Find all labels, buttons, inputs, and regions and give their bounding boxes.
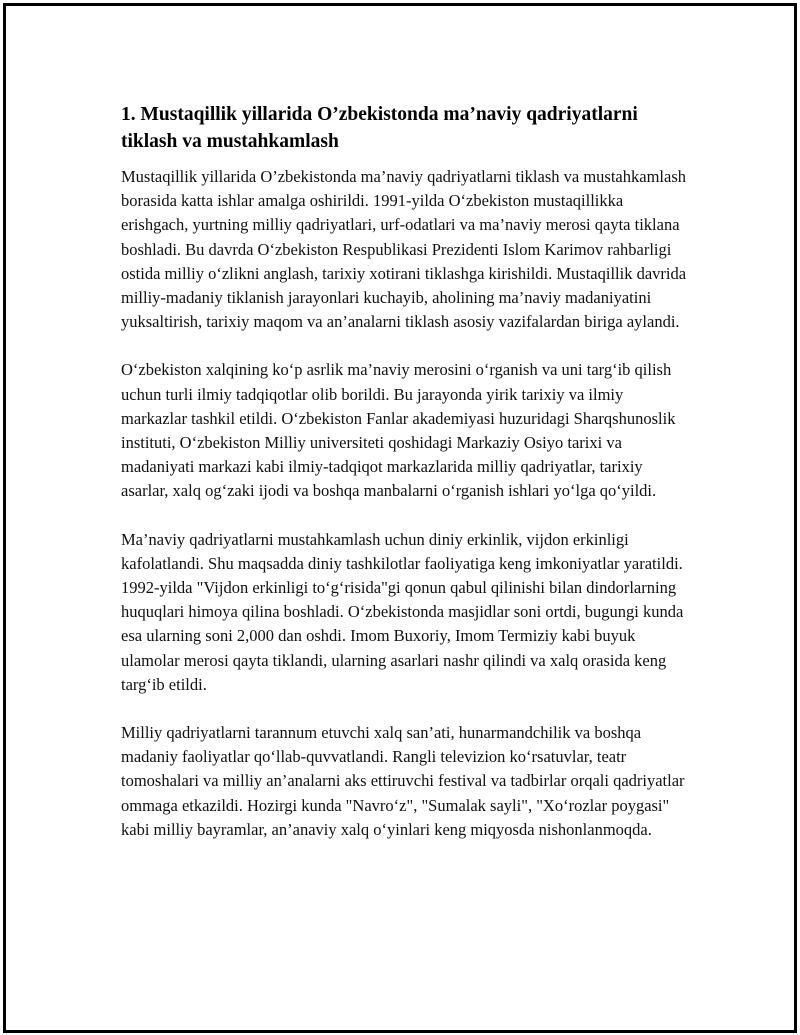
- paragraph-3: Ma’naviy qadriyatlarni mustahkamlash uchun diniy erkinlik, vijdon erkinligi kafolatlandi. Shu maqsadda diniy tashkilotlar faoliyatiga keng imkoniyatlar yaratildi. 1992-yilda "Vijdon erkinligi to‘g‘risida"gi qonun qabul qilinishi bilan dindorlarning huquqlari himoya qilina boshladi. O‘zbekistonda masjidlar soni ortdi, bugungi kunda esa ularning soni 2,000 dan oshdi. Imom Buxoriy, Imom Termiziy kabi buyuk ulamolar merosi qayta tiklandi, ularning asarlari nashr qilindi va xalq orasida keng targ‘ib etildi.: [121, 529, 684, 694]
- paragraph-1: Mustaqillik yillarida O’zbekistonda ma’naviy qadriyatlarni tiklash va mustahkamlash borasida katta ishlar amalga oshirildi. 1991-yilda O‘zbekiston mustaqillikka erishgach, yurtning milliy qadriyatlari, urf-odatlari va ma’naviy merosi qayta tiklana boshladi. Bu davrda O‘zbekiston Respublikasi Prezidenti Islom Karimov rahbarligi ostida milliy o‘zlikni anglash, tarixiy xotirani tiklashga kirishildi. Mustaqillik davrida milliy-madaniy tiklanish jarayonlari kuchayib, aholining ma’naviy madaniyatini yuksaltirish, tarixiy maqom va an’analarni tiklash asosiy vazifalardan biriga aylandi.: [121, 167, 687, 332]
- paragraph-4: Milliy qadriyatlarni tarannum etuvchi xalq san’ati, hunarmandchilik va boshqa madaniy faoliyatlar qo‘llab-quvvatlandi. Rangli televizion ko‘rsatuvlar, teatr tomoshalari va milliy an’analarni aks ettiruvchi festival va tadbirlar orqali qadriyatlar ommaga etkazildi. Hozirgi kunda "Navro‘z", "Sumalak sayli", "Xo‘rozlar poygasi" kabi milliy bayramlar, an’anaviy xalq o‘yinlari keng miqyosda nishonlanmoqda.: [121, 723, 685, 839]
- section-heading: 1. Mustaqillik yillarida O’zbekistonda ma’naviy qadriyatlarni tiklash va mustahkamlash: [121, 104, 638, 152]
- document-body: [121, 101, 691, 866]
- paragraph-2: O‘zbekiston xalqining ko‘p asrlik ma’naviy merosini o‘rganish va uni targ‘ib qilish uchun turli ilmiy tadqiqotlar olib borildi. Bu jarayonda yirik tarixiy va ilmiy markazlar tashkil etildi. O‘zbekiston Fanlar akademiyasi huzuridagi Sharqshunoslik instituti, O‘zbekiston Milliy universiteti qoshidagi Markaziy Osiyo tarixi va madaniyati markazi kabi ilmiy-tadqiqot markazlarida milliy qadriyatlar, tarixiy asarlar, xalq og‘zaki ijodi va boshqa manbalarni o‘rganish ishlari yo‘lga qo‘yildi.: [121, 360, 676, 501]
- page-frame: [3, 3, 797, 1033]
